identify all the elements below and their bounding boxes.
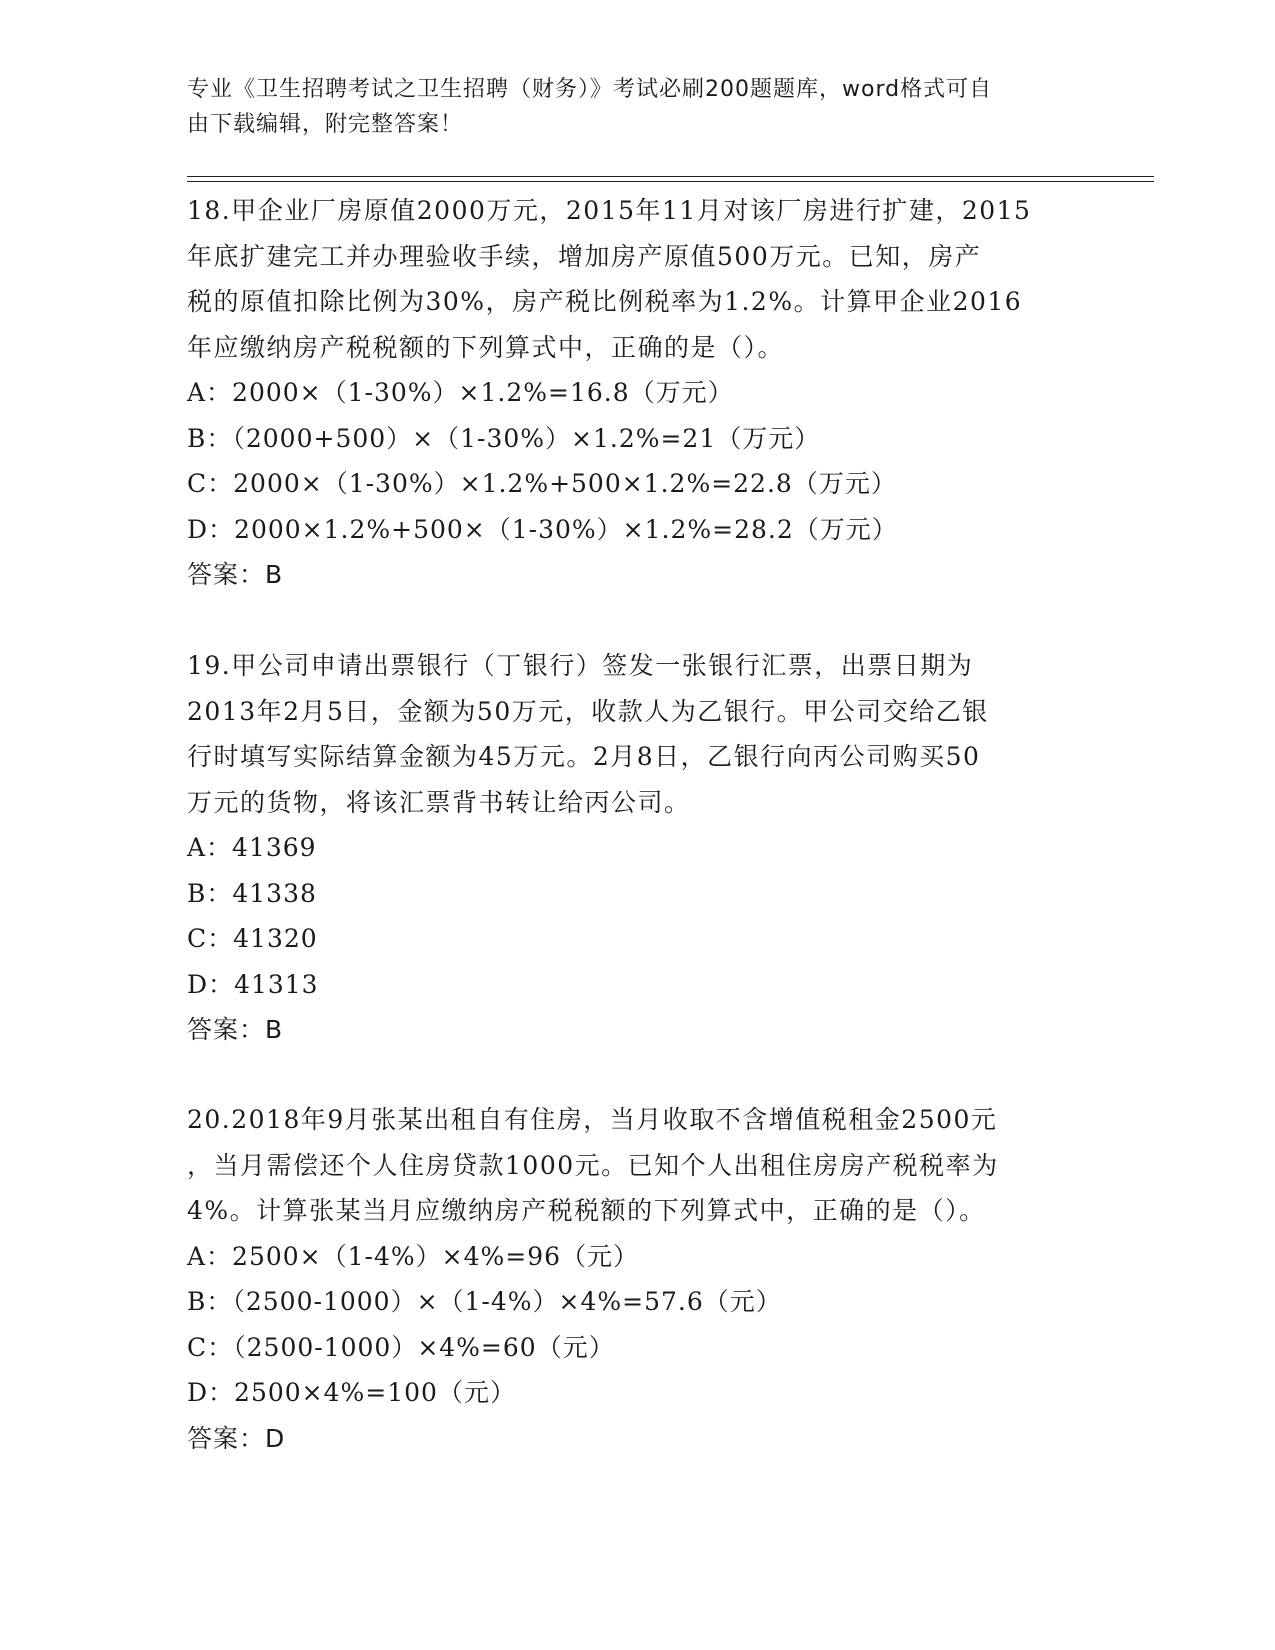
question-stem-line: 18.甲企业厂房原值2000万元，2015年11月对该厂房进行扩建，2015 bbox=[187, 196, 1032, 225]
option-b: B：（2000+500）×（1-30%）×1.2%=21（万元） bbox=[187, 423, 821, 453]
answer: 答案：B bbox=[187, 560, 284, 589]
option-c: C：（2500-1000）×4%=60（元） bbox=[187, 1332, 615, 1362]
question-stem-line: 税的原值扣除比例为30%，房产税比例税率为1.2%。计算甲企业2016 bbox=[187, 287, 1023, 316]
option-a: A：2500×（1-4%）×4%=96（元） bbox=[187, 1241, 640, 1271]
question-stem-line: 4%。计算张某当月应缴纳房产税税额的下列算式中，正确的是（）。 bbox=[187, 1196, 986, 1225]
question-stem-line: 20.2018年9月张某出租自有住房，当月收取不含增值税租金2500元 bbox=[187, 1105, 998, 1134]
option-d: D：2000×1.2%+500×（1-30%）×1.2%=28.2（万元） bbox=[187, 514, 898, 544]
document-header bbox=[187, 72, 1067, 142]
question-stem-line: 万元的货物，将该汇票背书转让给丙公司。 bbox=[187, 787, 691, 817]
option-c: C：2000×（1-30%）×1.2%+500×1.2%=22.8（万元） bbox=[187, 469, 897, 498]
question-stem-line: 行时填写实际结算金额为45万元。2月8日，乙银行向丙公司购买50 bbox=[187, 742, 981, 771]
answer: 答案：B bbox=[187, 1015, 284, 1044]
option-a: A：2000×（1-30%）×1.2%=16.8（万元） bbox=[187, 378, 734, 407]
question-18 bbox=[187, 188, 1087, 598]
question-stem-line: 19.甲公司申请出票银行（丁银行）签发一张银行汇票，出票日期为 bbox=[187, 651, 974, 680]
question-stem-line: 年底扩建完工并办理验收手续，增加房产原值500万元。已知，房产 bbox=[187, 241, 982, 271]
question-19 bbox=[187, 643, 1087, 1053]
question-stem-line: 年应缴纳房产税税额的下列算式中，正确的是（）。 bbox=[187, 332, 785, 362]
option-d: D：41313 bbox=[187, 969, 319, 999]
option-b: B：41338 bbox=[187, 878, 317, 908]
header-divider-top bbox=[187, 176, 1154, 177]
question-stem-line: ，当月需偿还个人住房贷款1000元。已知个人出租住房房产税税率为 bbox=[187, 1150, 999, 1180]
option-c: C：41320 bbox=[187, 924, 318, 953]
question-20 bbox=[187, 1097, 1087, 1461]
question-stem-line: 2013年2月5日，金额为50万元，收款人为乙银行。甲公司交给乙银 bbox=[187, 696, 989, 726]
header-line-1: 专业《卫生招聘考试之卫生招聘（财务）》考试必刷200题题库，word格式可自 bbox=[187, 77, 993, 102]
option-a: A：41369 bbox=[187, 833, 317, 862]
answer: 答案：D bbox=[187, 1423, 286, 1453]
option-b: B：（2500-1000）×（1-4%）×4%=57.6（元） bbox=[187, 1287, 782, 1316]
header-divider-bottom bbox=[187, 181, 1154, 182]
option-d: D：2500×4%=100（元） bbox=[187, 1378, 516, 1407]
header-line-2: 由下载编辑，附完整答案！ bbox=[187, 112, 464, 137]
